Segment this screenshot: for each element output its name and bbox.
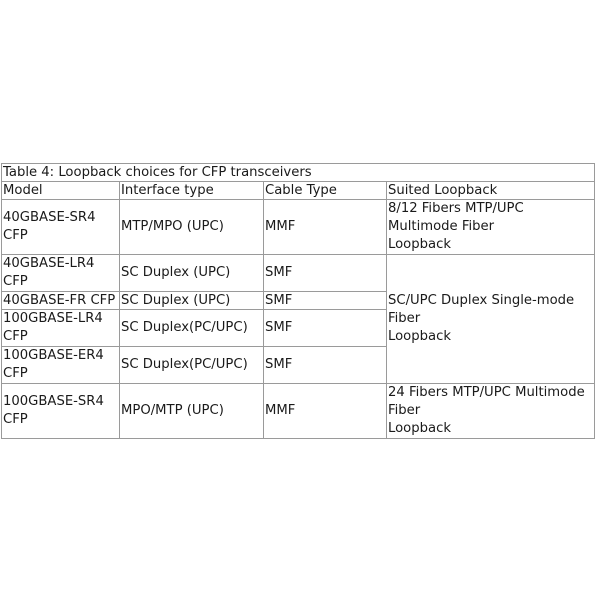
table-row — [2, 255, 595, 292]
cell-interface: MPO/MTP (UPC) — [120, 384, 264, 439]
cell-cable: SMF — [264, 310, 387, 347]
cell-model: 100GBASE-LR4 CFP — [2, 310, 120, 347]
cell-cable: MMF — [264, 384, 387, 439]
header-suited-loopback: Suited Loopback — [387, 182, 595, 200]
cell-loopback: 8/12 Fibers MTP/UPC Multimode Fiber Loopback — [387, 200, 595, 255]
table-row — [2, 200, 595, 255]
header-interface-type: Interface type — [120, 182, 264, 200]
cell-cable: MMF — [264, 200, 387, 255]
cell-cable: SMF — [264, 255, 387, 292]
cell-loopback: 24 Fibers MTP/UPC Multimode Fiber Loopback — [387, 384, 595, 439]
table-caption: Table 4: Loopback choices for CFP transceivers — [2, 164, 595, 182]
cell-model: 40GBASE-LR4 CFP — [2, 255, 120, 292]
table-header-row — [2, 182, 595, 200]
cell-interface: SC Duplex (UPC) — [120, 292, 264, 310]
loopback-choices-table — [1, 163, 595, 439]
cell-interface: SC Duplex(PC/UPC) — [120, 310, 264, 347]
cell-interface: MTP/MPO (UPC) — [120, 200, 264, 255]
cell-cable: SMF — [264, 292, 387, 310]
cell-model: 40GBASE-FR CFP — [2, 292, 120, 310]
header-cable-type: Cable Type — [264, 182, 387, 200]
header-model: Model — [2, 182, 120, 200]
cell-interface: SC Duplex (UPC) — [120, 255, 264, 292]
cell-loopback-merged: SC/UPC Duplex Single-mode Fiber Loopback — [387, 255, 595, 384]
cell-cable: SMF — [264, 347, 387, 384]
table-caption-row — [2, 164, 595, 182]
loopback-table-container — [1, 163, 594, 439]
cell-model: 40GBASE-SR4 CFP — [2, 200, 120, 255]
cell-model: 100GBASE-SR4 CFP — [2, 384, 120, 439]
cell-interface: SC Duplex(PC/UPC) — [120, 347, 264, 384]
table-row — [2, 384, 595, 439]
cell-model: 100GBASE-ER4 CFP — [2, 347, 120, 384]
